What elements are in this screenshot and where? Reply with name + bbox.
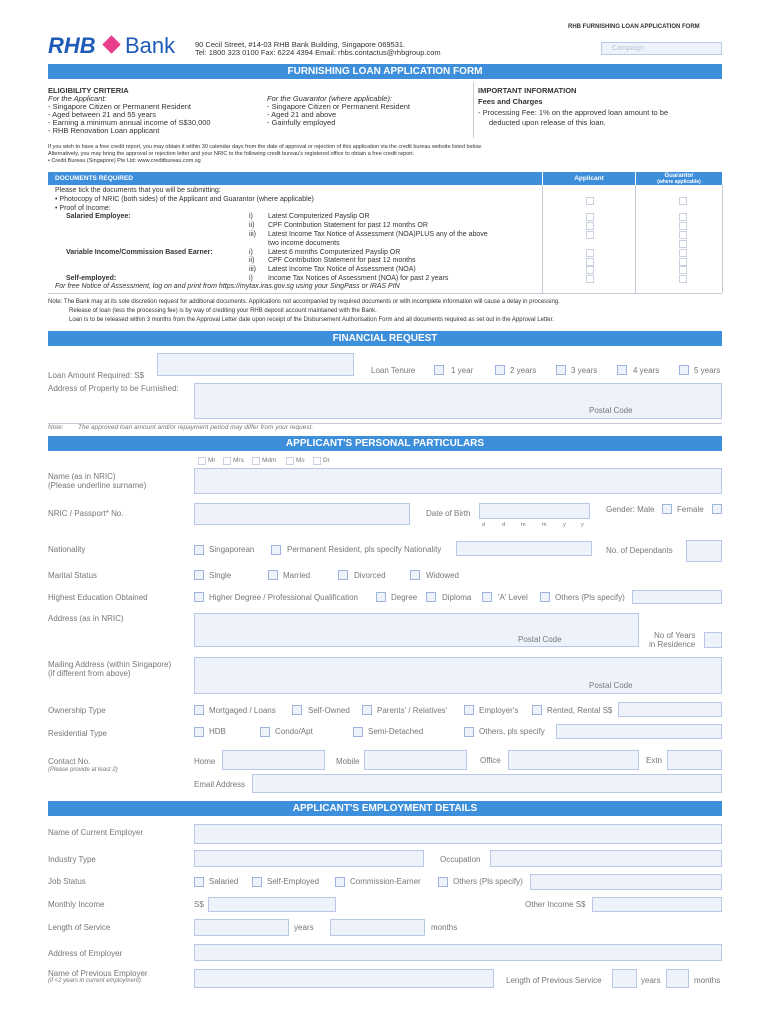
dob-input[interactable] — [479, 503, 590, 519]
residential-hdb-checkbox[interactable] — [194, 727, 204, 737]
applicant-doc-checkbox[interactable] — [586, 249, 594, 257]
employer-input[interactable] — [194, 824, 722, 844]
documents-header: DOCUMENTS REQUIRED — [48, 172, 542, 185]
job-option-label: Others (Pls specify) — [453, 877, 523, 886]
loan-amount-label: Loan Amount Required: S$ — [48, 371, 145, 380]
mobile-label: Mobile — [336, 757, 360, 766]
tenure-option-label: 3 years — [571, 366, 598, 375]
gender-female-checkbox[interactable] — [712, 504, 722, 514]
guarantor-doc-checkbox[interactable] — [679, 213, 687, 221]
job-option-label: Commission-Earner — [350, 877, 421, 886]
tenure-option-label: 5 years — [694, 366, 721, 375]
prev-employer-sublabel: (if <2 years in current employment) — [48, 978, 141, 984]
extn-label: Extn — [646, 756, 663, 765]
ownership-self-checkbox[interactable] — [292, 705, 302, 715]
postal-code-label: Postal Code — [589, 681, 633, 690]
ownership-option-label: Employer's — [479, 706, 519, 715]
logo-diamond-icon — [102, 35, 120, 53]
guarantor-doc-checkbox[interactable] — [679, 275, 687, 283]
service-years-label: years — [294, 923, 314, 932]
loan-amount-input[interactable] — [157, 353, 354, 376]
dependants-input[interactable] — [686, 540, 722, 562]
financial-note-text: The approved loan amount and/or repayment period may differ from your request. — [78, 424, 314, 431]
eligibility-guarantor-item: - Aged 21 and above — [267, 110, 337, 119]
name-sublabel: (Please underline surname) — [48, 481, 147, 490]
tenure-1-checkbox[interactable] — [434, 365, 444, 375]
documents-intro: Please tick the documents that you will be submitting: — [55, 187, 221, 194]
dob-hint: y — [581, 522, 584, 528]
extn-input[interactable] — [667, 750, 722, 770]
job-option-label: Self-Employed — [267, 877, 320, 886]
rhb-logo — [48, 33, 188, 59]
prev-months-label: months — [694, 976, 721, 985]
education-option-label: 'A' Level — [498, 593, 528, 602]
form-title-small: RHB FURNISHING LOAN APPLICATION FORM — [568, 24, 700, 30]
job-status-label: Job Status — [48, 877, 86, 886]
ownership-label: Ownership Type — [48, 706, 106, 715]
mailing-address-sublabel: (if different from above) — [48, 669, 131, 678]
marital-label: Marital Status — [48, 571, 97, 580]
important-title: IMPORTANT INFORMATION — [478, 86, 577, 95]
ownership-option-label: Mortgaged / Loans — [209, 706, 276, 715]
ownership-mortgaged-checkbox[interactable] — [194, 705, 204, 715]
address-label: Address (as in NRIC) — [48, 614, 124, 623]
residential-option-label: Condo/Apt — [275, 727, 313, 736]
financial-note-label: Note: — [48, 424, 64, 431]
residential-option-label: HDB — [209, 727, 226, 736]
salutation-dr-checkbox[interactable] — [313, 457, 321, 465]
applicant-doc-checkbox[interactable] — [586, 258, 594, 266]
divider — [542, 185, 543, 293]
processing-fee-line2: deducted upon release of this loan. — [489, 118, 606, 127]
income-label: Monthly Income — [48, 900, 105, 909]
dob-hint: m — [521, 522, 526, 528]
education-option-label: Higher Degree / Professional Qualification — [209, 593, 358, 602]
dob-hint: d — [502, 522, 506, 528]
address-input[interactable] — [194, 613, 639, 647]
employer-label: Name of Current Employer — [48, 828, 144, 837]
logo-rhb-text: RHB — [48, 33, 96, 58]
mobile-phone-input[interactable] — [364, 750, 467, 770]
job-others-checkbox[interactable] — [438, 877, 448, 887]
dob-hint: m — [542, 522, 547, 528]
col-applicant: Applicant — [543, 172, 635, 185]
guarantor-doc-checkbox[interactable] — [679, 266, 687, 274]
eligibility-applicant-item: - Aged between 21 and 55 years — [48, 110, 156, 119]
documents-nric-bullet: • Photocopy of NRIC (both sides) of the Applicant and Guarantor (where applicable) — [55, 196, 314, 203]
guarantor-nric-checkbox[interactable] — [679, 197, 687, 205]
logo-bank-text: Bank — [125, 33, 176, 58]
tenure-3-checkbox[interactable] — [556, 365, 566, 375]
employer-address-label: Address of Employer — [48, 949, 123, 958]
doc-num: i) — [249, 249, 253, 256]
nationality-singaporean-checkbox[interactable] — [194, 545, 204, 555]
job-option-label: Salaried — [209, 877, 239, 886]
marital-single-checkbox[interactable] — [194, 570, 204, 580]
residential-option-label: Others, pls specify — [479, 727, 545, 736]
years-residence-label: in Residence — [649, 640, 696, 649]
prev-service-months-input[interactable] — [666, 969, 689, 988]
nationality-specify-input[interactable] — [456, 541, 592, 556]
office-phone-input[interactable] — [508, 750, 639, 770]
tenure-option-label: 1 year — [451, 366, 474, 375]
eligibility-guarantor-heading: For the Guarantor (where applicable): — [267, 94, 393, 103]
marital-option-label: Widowed — [426, 571, 459, 580]
job-specify-input[interactable] — [530, 874, 722, 890]
ownership-option-label: Parents' / Relatives' — [377, 706, 448, 715]
residential-semi-checkbox[interactable] — [353, 727, 363, 737]
residential-others-checkbox[interactable] — [464, 727, 474, 737]
tenure-option-label: 2 years — [510, 366, 537, 375]
nationality-option-label: Permanent Resident, pls specify Nationality — [287, 545, 442, 554]
self-employed-label: Self-employed: — [66, 275, 117, 282]
eligibility-applicant-item: - Singapore Citizen or Permanent Resident — [48, 102, 191, 111]
bank-contacts: Tel: 1800 323 0100 Fax: 6224 4394 Email: rhbs.contactus@rhbgroup.com — [195, 48, 441, 57]
ownership-option-label: Rented, Rental S$ — [547, 706, 613, 715]
nric-label: NRIC / Passport* No. — [48, 509, 124, 518]
divider — [722, 185, 723, 293]
marital-married-checkbox[interactable] — [268, 570, 278, 580]
tenure-5-checkbox[interactable] — [679, 365, 689, 375]
doc-item: Latest 6 months Computerized Payslip OR — [268, 249, 401, 256]
education-diploma-checkbox[interactable] — [426, 592, 436, 602]
marital-option-label: Married — [283, 571, 311, 580]
years-residence-input[interactable] — [704, 632, 722, 648]
email-input[interactable] — [252, 774, 722, 793]
occupation-label: Occupation — [440, 855, 481, 864]
divider — [473, 82, 474, 138]
personal-particulars-banner: APPLICANT'S PERSONAL PARTICULARS — [48, 436, 722, 451]
divider — [635, 185, 636, 293]
nationality-label: Nationality — [48, 545, 86, 554]
dob-label: Date of Birth — [426, 509, 471, 518]
salutation-label: Dr — [323, 457, 330, 464]
documents-income-bullet: • Proof of Income: — [55, 205, 111, 212]
service-label: Length of Service — [48, 923, 111, 932]
eligibility-applicant-heading: For the Applicant: — [48, 94, 107, 103]
office-label: Office — [480, 756, 501, 765]
applicant-doc-checkbox[interactable] — [586, 213, 594, 221]
bank-note-line: Release of loan (less the processing fee) is by way of crediting your RHB deposit account maintained with the Bank. — [69, 308, 377, 314]
name-label: Name (as in NRIC) — [48, 472, 116, 481]
property-address-input[interactable] — [194, 383, 722, 419]
bank-address: 90 Cecil Street, #14-03 RHB Bank Building, Singapore 069531. — [195, 40, 406, 49]
guarantor-doc-checkbox[interactable] — [679, 240, 687, 248]
years-residence-label: No of Years — [654, 631, 696, 640]
salutation-mdm-checkbox[interactable] — [252, 457, 260, 465]
nationality-pr-checkbox[interactable] — [271, 545, 281, 555]
applicant-doc-checkbox[interactable] — [586, 222, 594, 230]
credit-note-line: If you wish to have a free credit report, you may obtain it within 30 calendar days from the date of approval or rejection of this application via the credit bureau website listed below. — [48, 144, 483, 150]
marital-widowed-checkbox[interactable] — [410, 570, 420, 580]
doc-item: two income documents — [268, 240, 340, 247]
employer-address-input[interactable] — [194, 944, 722, 961]
salutation-label: Mrs — [233, 457, 244, 464]
education-higher-checkbox[interactable] — [194, 592, 204, 602]
prev-service-years-input[interactable] — [612, 969, 637, 988]
form-banner: FURNISHING LOAN APPLICATION FORM — [48, 64, 722, 79]
doc-item: Latest Computerized Payslip OR — [268, 213, 370, 220]
tenure-2-checkbox[interactable] — [495, 365, 505, 375]
rental-amount-input[interactable] — [618, 702, 722, 717]
gender-male-checkbox[interactable] — [662, 504, 672, 514]
applicant-doc-checkbox[interactable] — [586, 266, 594, 274]
doc-num: iii) — [249, 231, 256, 238]
divider — [48, 293, 722, 294]
doc-item: Income Tax Notices of Assessment (NOA) for past 2 years — [268, 275, 449, 282]
marital-option-label: Single — [209, 571, 232, 580]
postal-code-label: Postal Code — [589, 406, 633, 415]
credit-note-line: Alternatively, you may bring the approval or rejection letter and your NRIC to the following credit bureau's registered office to obtain a free credit report. — [48, 151, 415, 157]
tenure-option-label: 4 years — [633, 366, 660, 375]
nric-input[interactable] — [194, 503, 410, 525]
doc-item: CPF Contribution Statement for past 12 months — [268, 257, 416, 264]
email-label: Email Address — [194, 780, 246, 789]
salutation-ms-checkbox[interactable] — [286, 457, 294, 465]
income-currency: S$ — [194, 900, 204, 909]
eligibility-title: ELIGIBILITY CRITERIA — [48, 86, 129, 95]
prev-employer-input[interactable] — [194, 969, 494, 988]
marital-option-label: Divorced — [354, 571, 386, 580]
doc-item: Latest Income Tax Notice of Assessment (NOA)PLUS any of the above — [268, 231, 488, 238]
guarantor-doc-checkbox[interactable] — [679, 249, 687, 257]
home-label: Home — [194, 757, 216, 766]
prev-employer-label: Name of Previous Employer — [48, 969, 148, 978]
education-option-label: Degree — [391, 593, 418, 602]
other-income-input[interactable] — [592, 897, 722, 912]
doc-num: i) — [249, 213, 253, 220]
education-alevel-checkbox[interactable] — [482, 592, 492, 602]
bank-note-line: Note: The Bank may at its sole discretion request for additional documents. Applications not accompanied by required documents or with incomplete information will cause a delay in processing. — [48, 299, 560, 305]
employment-banner: APPLICANT'S EMPLOYMENT DETAILS — [48, 801, 722, 816]
service-months-label: months — [431, 923, 458, 932]
eligibility-applicant-item: - RHB Renovation Loan applicant — [48, 126, 160, 135]
ownership-parents-checkbox[interactable] — [362, 705, 372, 715]
education-label: Highest Education Obtained — [48, 593, 148, 602]
prev-service-label: Length of Previous Service — [506, 976, 602, 985]
eligibility-applicant-item: - Earning a minimum annual income of S$30,000 — [48, 118, 211, 127]
residential-specify-input[interactable] — [556, 724, 722, 739]
campaign-placeholder: Campaign — [612, 45, 644, 52]
ownership-rented-checkbox[interactable] — [532, 705, 542, 715]
salutation-mr-checkbox[interactable] — [198, 457, 206, 465]
prev-years-label: years — [641, 976, 661, 985]
education-option-label: Diploma — [442, 593, 472, 602]
industry-input[interactable] — [194, 850, 424, 867]
job-salaried-checkbox[interactable] — [194, 877, 204, 887]
contact-label: Contact No. — [48, 757, 91, 766]
name-input[interactable] — [194, 468, 722, 494]
doc-num: i) — [249, 275, 253, 282]
other-income-label: Other Income S$ — [525, 900, 586, 909]
campaign-field[interactable] — [601, 42, 722, 55]
guarantor-doc-checkbox[interactable] — [679, 231, 687, 239]
doc-item: CPF Contribution Statement for past 12 months OR — [268, 222, 428, 229]
financial-request-banner: FINANCIAL REQUEST — [48, 331, 722, 346]
applicant-nric-checkbox[interactable] — [586, 197, 594, 205]
doc-item: Latest Income Tax Notice of Assessment (NOA) — [268, 266, 416, 273]
dob-hint: d — [482, 522, 486, 528]
service-years-input[interactable] — [194, 919, 289, 936]
mailing-address-input[interactable] — [194, 657, 722, 694]
dependants-label: No. of Dependants — [606, 546, 673, 555]
col-guarantor-sub: (where applicable) — [657, 179, 701, 185]
residential-option-label: Semi-Detached — [368, 727, 424, 736]
monthly-income-input[interactable] — [208, 897, 336, 912]
home-phone-input[interactable] — [222, 750, 325, 770]
dob-hint: y — [563, 522, 566, 528]
salutation-label: Mdm — [262, 457, 277, 464]
nationality-option-label: Singaporean — [209, 545, 255, 554]
applicant-doc-checkbox[interactable] — [586, 275, 594, 283]
education-specify-input[interactable] — [632, 590, 722, 604]
contact-sublabel: (Please provide at least 2) — [48, 767, 118, 773]
salutation-mrs-checkbox[interactable] — [223, 457, 231, 465]
variable-label: Variable Income/Commission Based Earner: — [66, 249, 213, 256]
eligibility-guarantor-item: - Gainfully employed — [267, 118, 336, 127]
doc-num: iii) — [249, 266, 256, 273]
ownership-option-label: Self-Owned — [308, 706, 350, 715]
occupation-input[interactable] — [490, 850, 722, 867]
education-option-label: Others (Pls specify) — [555, 593, 625, 602]
bank-note-line: Loan is to be released within 3 months from the Approval Letter date upon receipt of the Disbursement Authorisation Form and all documents required as set out in the Approval Letter. — [69, 317, 554, 323]
guarantor-doc-checkbox[interactable] — [679, 258, 687, 266]
free-noa-note: For free Notice of Assessment, log on and print from https://mytax.iras.gov.sg using your SingPass or IRAS PIN — [55, 283, 400, 290]
mailing-address-label: Mailing Address (within Singapore) — [48, 660, 172, 669]
property-address-label: Address of Property to be Furnished: — [48, 384, 179, 393]
gender-label: Gender: Male — [606, 505, 655, 514]
doc-num: ii) — [249, 257, 255, 264]
eligibility-guarantor-item: - Singapore Citizen or Permanent Resident — [267, 102, 410, 111]
applicant-doc-checkbox[interactable] — [586, 231, 594, 239]
salutation-label: Ms — [296, 457, 305, 464]
guarantor-doc-checkbox[interactable] — [679, 222, 687, 230]
female-label: Female — [677, 505, 704, 514]
tenure-4-checkbox[interactable] — [617, 365, 627, 375]
residential-condo-checkbox[interactable] — [260, 727, 270, 737]
credit-note-line: • Credit Bureau (Singapore) Pte Ltd: www.creditbureau.com.sg — [48, 158, 201, 164]
industry-label: Industry Type — [48, 855, 96, 864]
ownership-employer-checkbox[interactable] — [464, 705, 474, 715]
education-degree-checkbox[interactable] — [376, 592, 386, 602]
postal-code-label: Postal Code — [518, 635, 562, 644]
service-months-input[interactable] — [330, 919, 425, 936]
salutation-label: Mr — [208, 457, 216, 464]
col-guarantor — [636, 172, 722, 185]
job-self-employed-checkbox[interactable] — [252, 877, 262, 887]
education-others-checkbox[interactable] — [540, 592, 550, 602]
loan-tenure-label: Loan Tenure — [371, 366, 416, 375]
fees-heading: Fees and Charges — [478, 97, 543, 106]
col-guarantor-label: Guarantor — [664, 173, 694, 179]
residential-label: Residential Type — [48, 729, 107, 738]
processing-fee-line1: - Processing Fee: 1% on the approved loan amount to be — [478, 108, 669, 117]
salaried-label: Salaried Employee: — [66, 213, 131, 220]
marital-divorced-checkbox[interactable] — [338, 570, 348, 580]
doc-num: ii) — [249, 222, 255, 229]
job-commission-checkbox[interactable] — [335, 877, 345, 887]
